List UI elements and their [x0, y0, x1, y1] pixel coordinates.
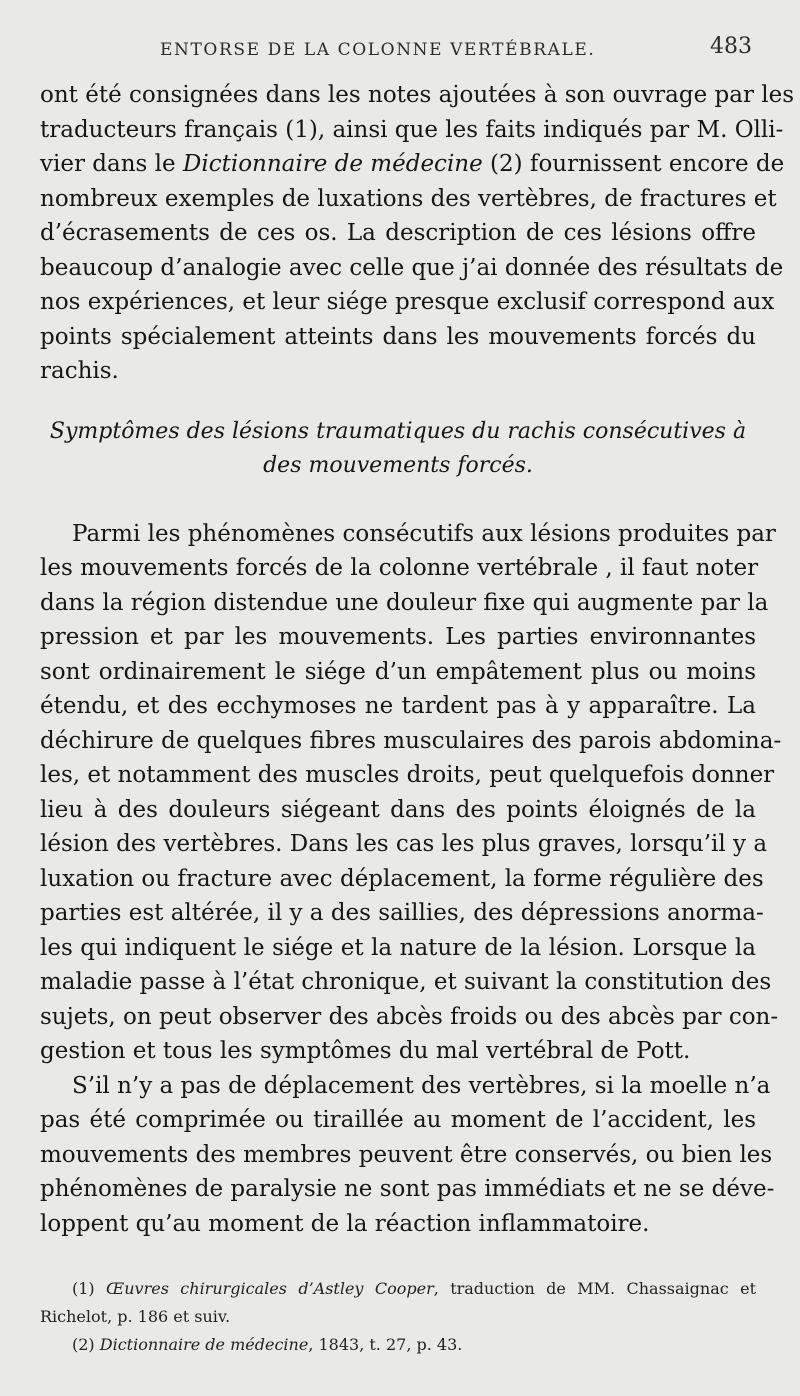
text-line: parties est altérée, il y a des saillies, des dépressions anorma-	[40, 900, 764, 926]
text-line: d’écrasements de ces os. La description de ces lésions offre	[40, 220, 756, 246]
footnote-italic: Œuvres chirurgicales d’Astley Cooper	[106, 1279, 434, 1298]
heading-line: Symptômes des lésions traumatiques du rachis consécutives à	[49, 418, 747, 444]
text-line: pression et par les mouvements. Les parties environnantes	[40, 624, 756, 650]
text-line: mouvements des membres peuvent être conservés, ou bien les	[40, 1141, 773, 1168]
text-line: maladie passe à l’état chronique, et suivant la constitution des	[40, 969, 772, 995]
footnote-2	[40, 1331, 756, 1359]
paragraph-3	[40, 1069, 775, 1242]
text-line: rachis.	[40, 358, 119, 384]
section-heading	[40, 415, 756, 483]
footnote-text: , traduction de MM. Chassaignac et	[433, 1279, 756, 1298]
text-line: lésion des vertèbres. Dans les cas les plus graves, lorsqu’il y a	[40, 831, 768, 857]
text-line: lieu à des douleurs siégeant dans des points éloignés de la	[40, 796, 756, 823]
footnote-italic: Dictionnaire de médecine	[99, 1335, 309, 1354]
page-body	[40, 78, 795, 1359]
footnote-text: , 1843, t. 27, p. 43.	[308, 1335, 463, 1354]
text-line: étendu, et des ecchymoses ne tardent pas à y apparaître. La	[40, 693, 756, 719]
heading-line: des mouvements forcés.	[263, 452, 533, 478]
text-fragment: vier dans le	[40, 151, 183, 177]
text-line	[40, 147, 785, 182]
text-line: luxation ou fracture avec déplacement, la forme régulière des	[40, 865, 764, 892]
text-line: nos expériences, et leur siége presque exclusif correspond aux	[40, 289, 775, 315]
text-line: sujets, on peut observer des abcès froids ou des abcès par con-	[40, 1003, 779, 1030]
footnote-mark: (1)	[72, 1279, 107, 1298]
text-line: S’il n’y a pas de déplacement des vertèbres, si la moelle n’a	[72, 1072, 771, 1099]
footnote-1-continued: Richelot, p. 186 et suiv.	[40, 1307, 231, 1326]
text-line: Parmi les phénomènes consécutifs aux lésions produites par	[72, 520, 776, 547]
text-line: les mouvements forcés de la colonne vertébrale , il faut noter	[40, 555, 759, 581]
running-title: ENTORSE DE LA COLONNE VERTÉBRALE.	[160, 40, 596, 60]
text-line: les qui indiquent le siége et la nature de la lésion. Lorsque la	[40, 934, 756, 961]
text-line: déchirure de quelques fibres musculaires des parois abdomina-	[40, 727, 782, 754]
text-line: nombreux exemples de luxations des vertèbres, de fractures et	[40, 185, 777, 212]
text-line: pas été comprimée ou tiraillée au moment de l’accident, les	[40, 1107, 756, 1133]
text-line: traducteurs français (1), ainsi que les faits indiqués par M. Olli-	[40, 116, 784, 143]
italic-title: Dictionnaire de médecine	[182, 151, 483, 177]
text-line: loppent qu’au moment de la réaction inflammatoire.	[40, 1210, 650, 1237]
footnote-mark: (2)	[72, 1335, 100, 1354]
page-number: 483	[710, 34, 752, 59]
text-line: sont ordinairement le siége d’un empâtement plus ou moins	[40, 658, 756, 685]
footnotes	[40, 1275, 756, 1359]
text-line: beaucoup d’analogie avec celle que j’ai donnée des résultats de	[40, 254, 784, 281]
text-line: dans la région distendue une douleur fixe qui augmente par la	[40, 589, 769, 616]
page-header	[40, 30, 752, 66]
text-line: les, et notamment des muscles droits, peut quelquefois donner	[40, 762, 775, 788]
footnote-1	[40, 1275, 756, 1303]
paragraph-1	[40, 78, 795, 389]
paragraph-2	[40, 517, 782, 1069]
text-line: points spécialement atteints dans les mouvements forcés du	[40, 323, 756, 350]
text-fragment: (2) fournissent encore de	[482, 151, 785, 177]
text-line: gestion et tous les symptômes du mal vertébral de Pott.	[40, 1038, 691, 1064]
text-line: ont été consignées dans les notes ajoutées à son ouvrage par les	[40, 82, 795, 108]
text-line: phénomènes de paralysie ne sont pas immédiats et ne se déve-	[40, 1176, 775, 1202]
